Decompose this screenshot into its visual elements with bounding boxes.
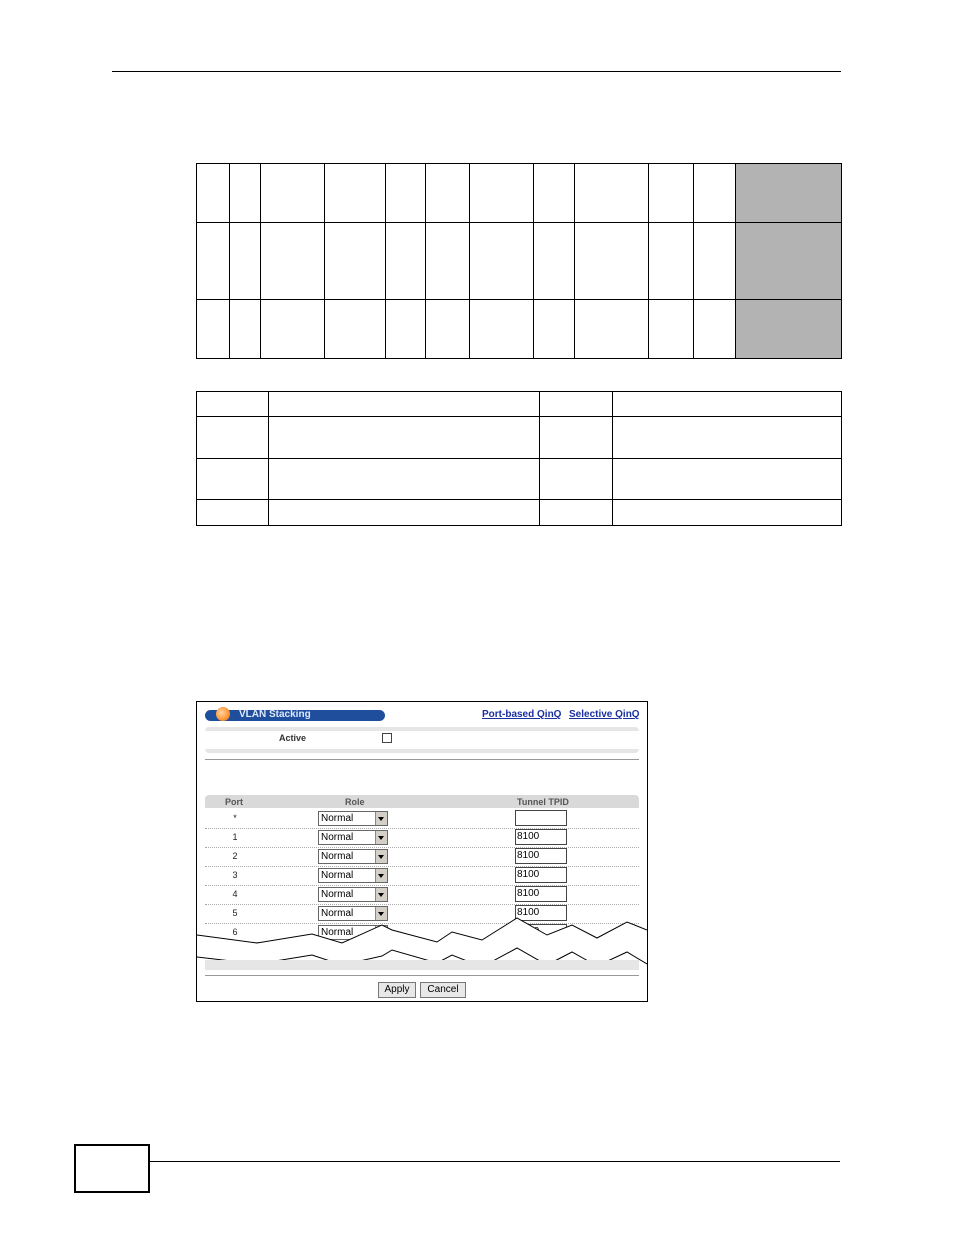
chevron-down-icon[interactable] (375, 869, 387, 882)
grid-row (197, 500, 842, 526)
port-based-qinq-link[interactable]: Port-based QinQ (482, 709, 562, 720)
col-port: Port (225, 797, 243, 807)
column-header (205, 795, 639, 808)
role-value: Normal (321, 927, 354, 938)
table-row (205, 810, 639, 829)
chevron-down-icon[interactable] (375, 850, 387, 863)
role-value: Normal (321, 851, 354, 862)
title-orb-icon (216, 707, 230, 721)
grid-row (197, 164, 842, 223)
tpid-input[interactable]: 8100 (515, 867, 567, 883)
port-cell: 6 (232, 927, 238, 937)
role-value: Normal (321, 832, 354, 843)
apply-button[interactable]: Apply (378, 982, 416, 998)
panel-title: VLAN Stacking (239, 709, 311, 720)
active-checkbox[interactable] (382, 733, 392, 743)
table-row (205, 886, 639, 905)
divider (205, 975, 639, 976)
footer-rule (150, 1161, 840, 1162)
role-select[interactable] (318, 830, 388, 845)
role-value: Normal (321, 908, 354, 919)
grid-row (197, 417, 842, 459)
active-label: Active (279, 733, 307, 743)
table-row (205, 848, 639, 867)
port-cell: 3 (232, 870, 238, 880)
port-cell: 5 (232, 908, 238, 918)
tpid-input[interactable]: 8100 (515, 886, 567, 902)
role-select[interactable] (318, 811, 388, 826)
chevron-down-icon[interactable] (375, 888, 387, 901)
footer-bar (205, 960, 639, 970)
divider (205, 759, 639, 760)
col-role: Role (345, 797, 365, 807)
header-rule (112, 71, 841, 72)
grid-table-bottom (196, 391, 842, 526)
role-value: Normal (321, 813, 354, 824)
page-number-box (74, 1144, 150, 1193)
tpid-input[interactable] (515, 810, 567, 826)
vlan-stacking-panel (196, 701, 648, 1002)
role-value: Normal (321, 870, 354, 881)
chevron-down-icon[interactable] (375, 812, 387, 825)
col-tunnel-tpid: Tunnel TPID (517, 797, 569, 807)
grid-table-top (196, 163, 842, 359)
port-cell: 4 (232, 889, 238, 899)
role-select[interactable] (318, 849, 388, 864)
grid-row (197, 459, 842, 500)
tpid-input[interactable]: 8100 (515, 905, 567, 921)
role-select[interactable] (318, 868, 388, 883)
port-cell: * (233, 813, 237, 823)
role-value: Normal (321, 889, 354, 900)
grid-row (197, 223, 842, 300)
chevron-down-icon[interactable] (375, 831, 387, 844)
table-row (205, 829, 639, 848)
grid-row (197, 300, 842, 359)
port-cell: 2 (232, 851, 238, 861)
tpid-input[interactable]: 8100 (515, 829, 567, 845)
active-row (205, 731, 639, 749)
cancel-button[interactable]: Cancel (420, 982, 466, 998)
tpid-input[interactable]: 8100 (515, 848, 567, 864)
role-select[interactable] (318, 887, 388, 902)
selective-qinq-link[interactable]: Selective QinQ (569, 709, 640, 720)
grid-row (197, 392, 842, 417)
port-cell: 1 (232, 832, 238, 842)
table-row (205, 867, 639, 886)
